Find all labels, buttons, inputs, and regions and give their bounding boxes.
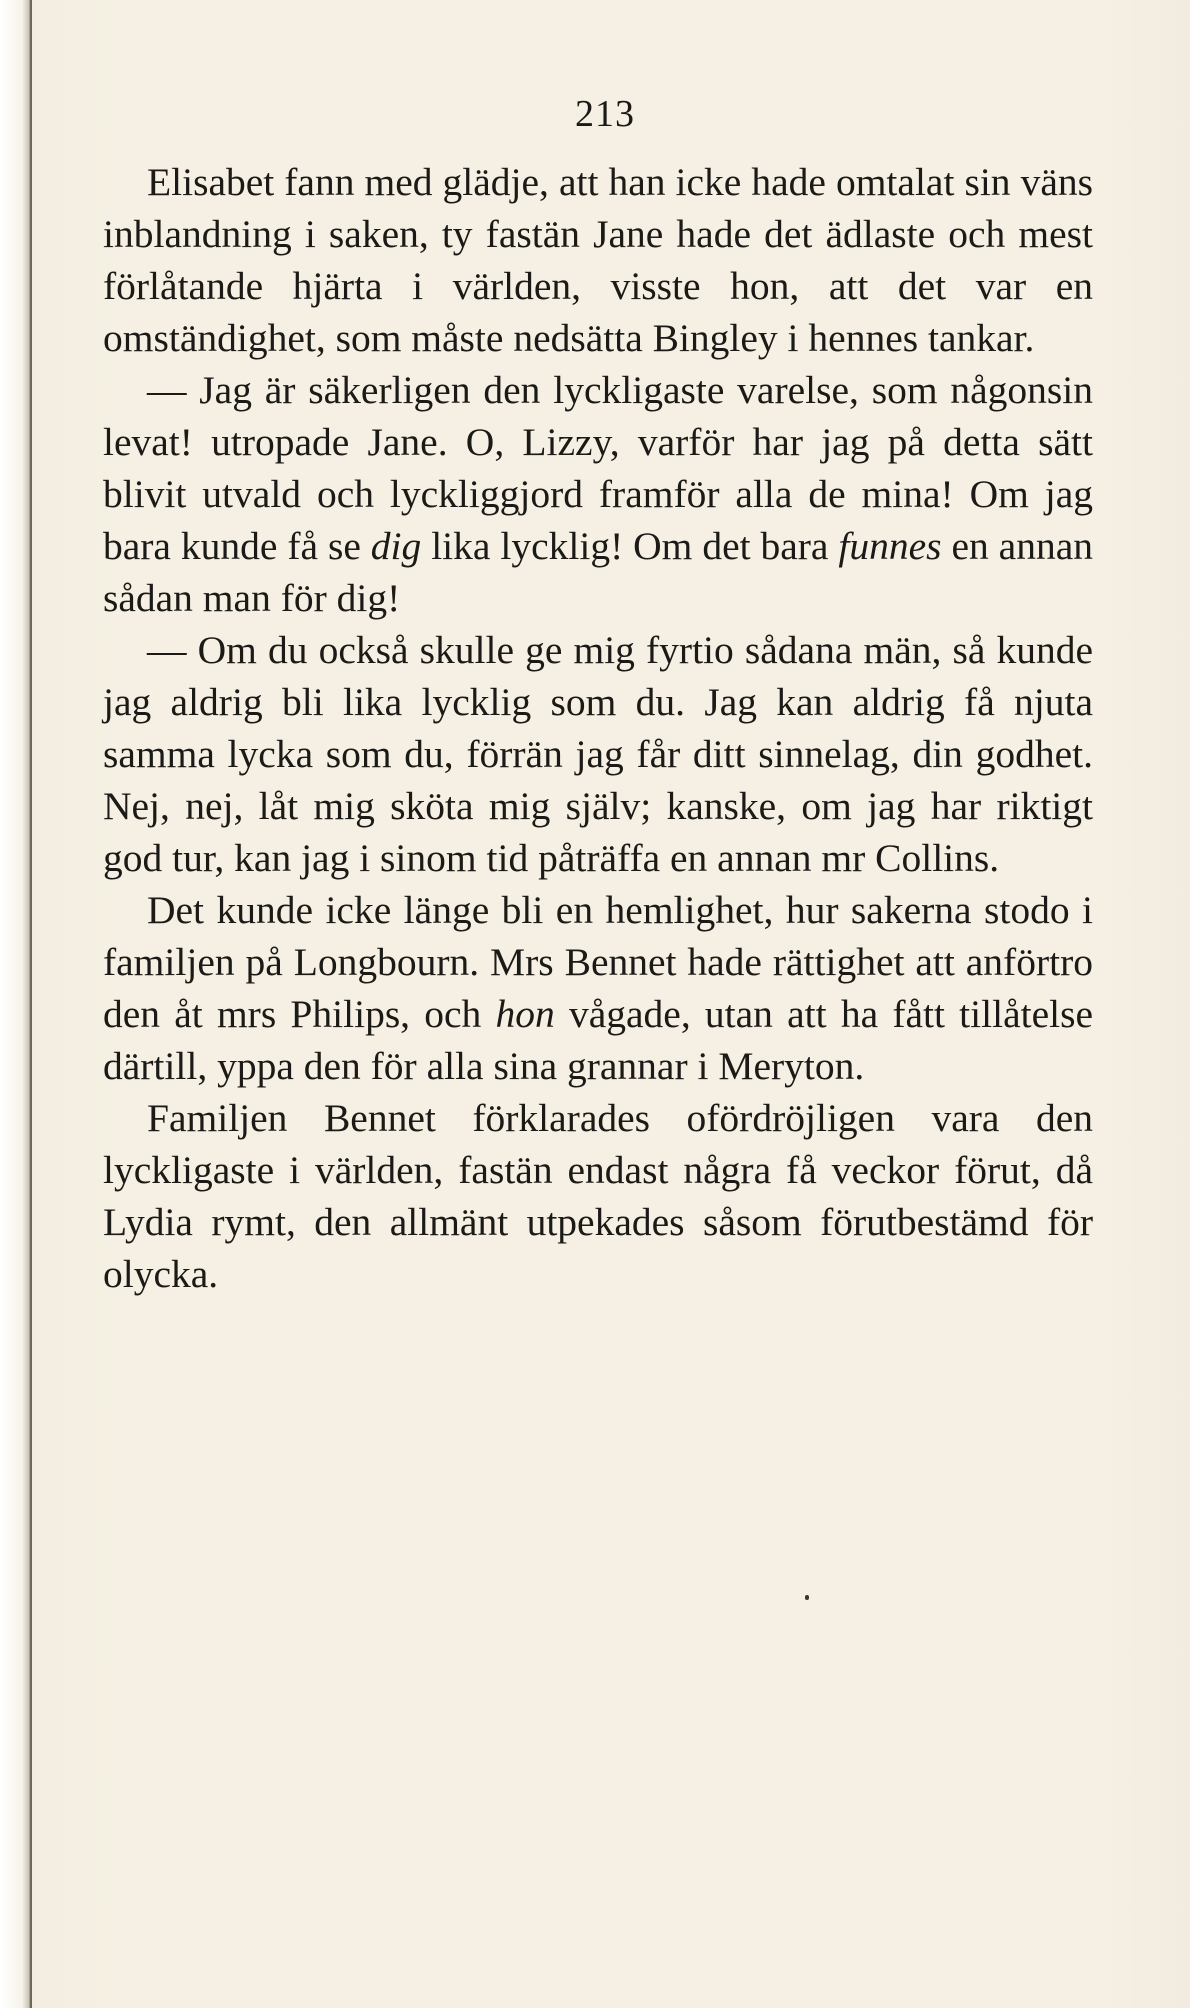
paragraph-2-italic-dig: dig: [370, 524, 422, 568]
paragraph-5-text: Familjen Bennet förklarades ofördröjligen vara den lyckligaste i världen, fastän endast några få veckor förut, då Lydia rymt, den allmänt utpekades såsom förutbestämd för olycka.: [103, 1096, 1093, 1296]
paragraph-3: [103, 624, 1093, 884]
paragraph-2-text-c: en annan sådan man för dig!: [103, 524, 1093, 620]
paragraph-2-italic-funnes: funnes: [838, 524, 942, 568]
paragraph-4-text-a: Det kunde icke länge bli en hemlighet, hur sakerna stodo i familjen på Longbourn. Mrs Bennet hade rättighet att anförtro den åt mrs Philips, och: [103, 888, 1093, 1036]
ink-speck: [805, 1595, 809, 1600]
paragraph-2-text-a: — Jag är säkerligen den lyckligaste varelse, som någonsin levat! utropade Jane. O, Lizzy, varför har jag på detta sätt blivit utvald och lyckliggjord framför alla de mina! Om jag bara kunde få se: [103, 368, 1093, 568]
body-text: [103, 156, 1093, 1300]
paragraph-1-text: Elisabet fann med glädje, att han icke hade omtalat sin väns inblandning i saken, ty fastän Jane hade det ädlaste och mest förlåtande hjärta i världen, visste hon, att det var en omständighet, som måste nedsätta Bingley i hennes tankar.: [103, 160, 1093, 360]
paragraph-2-text-b: lika lycklig! Om det bara: [421, 524, 839, 568]
paragraph-4-italic-hon: hon: [495, 992, 555, 1036]
paragraph-2: [103, 364, 1093, 624]
paragraph-4-text-b: vågade, utan att ha fått tillåtelse därtill, yppa den för alla sina grannar i Meryton.: [103, 992, 1093, 1088]
page-number: 213: [575, 93, 635, 135]
binding-edge: [0, 0, 30, 2008]
paragraph-1: [103, 156, 1093, 364]
paragraph-4: [103, 884, 1093, 1092]
paragraph-5: [103, 1092, 1093, 1300]
paragraph-3-text: — Om du också skulle ge mig fyrtio sådana män, så kunde jag aldrig bli lika lycklig som du. Jag kan aldrig få njuta samma lycka som du, förrän jag får ditt sinnelag, din godhet. Nej, nej, låt mig sköta mig själv; kanske, om jag har riktigt god tur, kan jag i sinom tid påträffa en annan mr Collins.: [103, 628, 1093, 880]
binding-line: [30, 0, 32, 2008]
